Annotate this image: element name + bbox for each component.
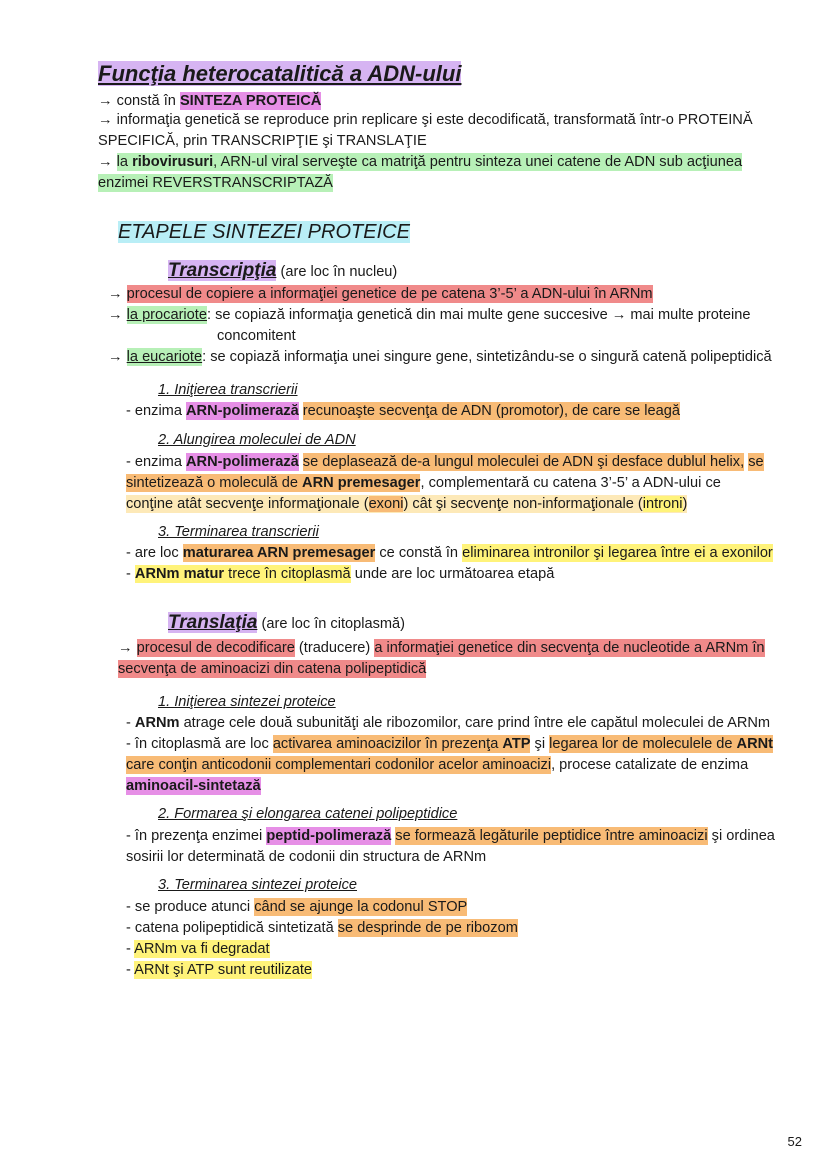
transcriptie-heading: Transcripţia (are loc în nucleu) (168, 260, 398, 281)
intro-line-2: → informaţia genetică se reproduce prin replicare şi este decodificată, transformată într-o PROTEINĂ (98, 112, 753, 128)
translatie-step-3-line-4: - ARNt şi ATP sunt reutilizate (126, 962, 313, 978)
translatie-step-1-title: 1. Iniţierea sintezei proteice (158, 694, 336, 710)
intro-line-3: SPECIFICĂ, prin TRANSCRIPŢIE şi TRANSLAŢIE (98, 133, 427, 149)
translatie-step-3-line-1: - se produce atunci când se ajunge la codonul STOP (126, 899, 468, 915)
transcriptie-step-3-title: 3. Terminarea transcrierii (158, 524, 319, 540)
translatie-step-3-line-3: - ARNm va fi degradat (126, 941, 270, 957)
translatie-step-1-line-2: - în citoplasmă are loc activarea aminoacizilor în prezenţa ATP şi legarea lor de moleculele de ARNt (126, 736, 774, 752)
translatie-step-3-title: 3. Terminarea sintezei proteice (158, 877, 358, 893)
transcriptie-step-1-title: 1. Iniţierea transcrierii (158, 382, 298, 398)
transcriptie-step-2-line-3: conţine atât secvenţe informaţionale (exoni) cât şi secvenţe non-informaţionale (introni) (126, 496, 688, 512)
translatie-heading: Translaţia (are loc în citoplasmă) (168, 612, 406, 633)
transcriptie-arrow-2-cont: concomitent (217, 328, 296, 344)
transcriptie-step-2-line-1: - enzima ARN-polimerază se deplasează de-a lungul moleculei de ADN şi desface dublul helix, se (126, 454, 764, 470)
transcriptie-arrow-3: → la eucariote: se copiază informaţia unei singure gene, sintetizându-se o singură catenă polipeptidică (108, 349, 772, 365)
page-number: 52 (787, 1134, 802, 1149)
translatie-step-2-line-2: sosirii lor determinată de codonii din structura de ARNm (126, 849, 487, 865)
transcriptie-step-3-line-2: - ARNm matur trece în citoplasmă unde are loc următoarea etapă (126, 566, 555, 582)
transcriptie-step-3-line-1: - are loc maturarea ARN premesager ce constă în eliminarea intronilor şi legarea între ei a exonilor (126, 545, 773, 561)
translatie-step-1-line-1: - ARNm atrage cele două subunităţi ale ribozomilor, care prind între ele capătul moleculei de ARNm (126, 715, 771, 731)
translatie-arrow-1-cont: secvenţa de aminoacizi din catena polipeptidică (118, 661, 427, 677)
transcriptie-step-2-title: 2. Alungirea moleculei de ADN (158, 432, 356, 448)
translatie-step-1-line-3: care conţin anticodonii complementari codonilor acelor aminoacizi, procese catalizate de enzima (126, 757, 749, 773)
translatie-arrow-1: → procesul de decodificare (traducere) a informaţiei genetice din secvenţa de nucleotide a ARNm în (118, 640, 765, 656)
translatie-step-3-line-2: - catena polipeptidică sintetizată se desprinde de pe ribozom (126, 920, 518, 936)
transcriptie-step-2-line-2: sintetizează o moleculă de ARN premesager, complementară cu catena 3’-5’ a ADN-ului ce (126, 475, 721, 491)
transcriptie-arrow-1: → procesul de copiere a informaţiei genetice de pe catena 3’-5’ a ADN-ului în ARNm (108, 286, 653, 302)
intro-line-5: enzimei REVERSTRANSCRIPTAZĂ (98, 175, 333, 191)
translatie-step-2-line-1: - în prezenţa enzimei peptid-polimerază se formează legăturile peptidice între aminoacizi şi ordinea (126, 828, 775, 844)
translatie-step-1-line-4: aminoacil-sintetază (126, 778, 261, 794)
translatie-step-2-title: 2. Formarea şi elongarea catenei polipeptidice (158, 806, 458, 822)
transcriptie-step-1-line: - enzima ARN-polimerază recunoaşte secvenţa de ADN (promotor), de care se leagă (126, 403, 681, 419)
highlight-sinteza-proteica: SINTEZA PROTEICĂ (179, 93, 322, 109)
page-title: Funcţia heterocatalitică a ADN-ului (98, 61, 462, 86)
transcriptie-arrow-2: → la procariote: se copiază informaţia genetică din mai multe gene succesive → mai multe proteine (108, 307, 751, 323)
section-title: ETAPELE SINTEZEI PROTEICE (118, 221, 410, 243)
intro-line-4: → la ribovirusuri, ARN-ul viral serveşte ca matriţă pentru sinteza unei catene de ADN sub acţiunea (98, 154, 743, 170)
intro-line-1: → constă în SINTEZA PROTEICĂ (98, 93, 322, 109)
